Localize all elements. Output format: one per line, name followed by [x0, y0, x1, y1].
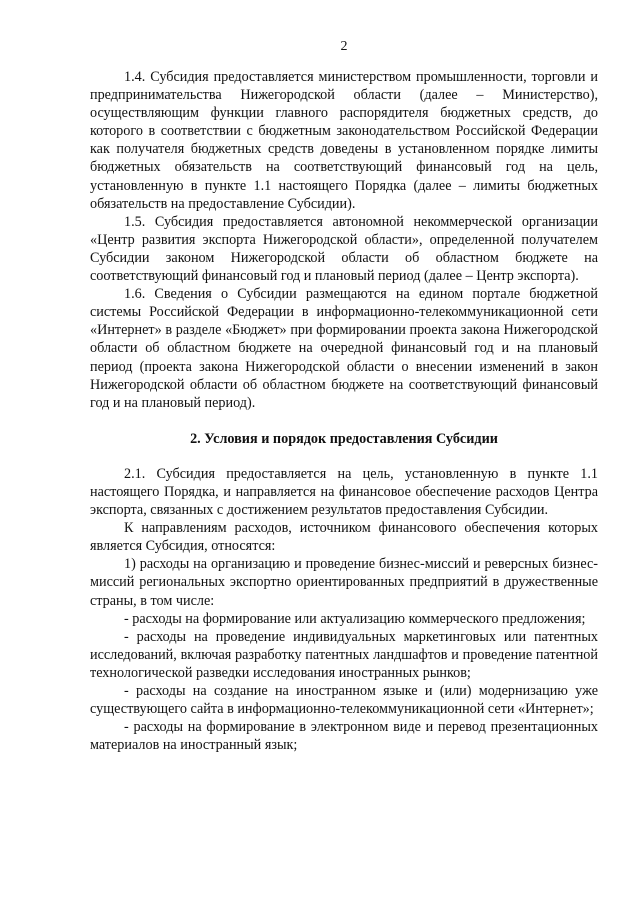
sub-item-website: - расходы на создание на иностранном языке и (или) модернизацию уже существующего сайта в информационно-телекоммуникационной сети «Интернет»;	[90, 683, 598, 718]
paragraph-1-4: 1.4. Субсидия предоставляется министерством промышленности, торговли и предпринимательства Нижегородской области (далее – Министерство), осуществляющим функции главного распорядителя бюджетных средств, до которого в соответствии с бюджетным законодательством Российской Федерации как получателя бюджетных средств доведены в установленном порядке лимиты бюджетных обязательств на соответствующий финансовый год на цель, установленную в пункте 1.1 настоящего Порядка (далее – лимиты бюджетных обязательств на предоставление Субсидии).	[90, 69, 598, 212]
sub-item-marketing-research: - расходы на проведение индивидуальных маркетинговых или патентных исследований, включая разработку патентных ландшафтов и проведение патентной технологической разведки исследования иностранных рынков;	[90, 628, 598, 681]
sub-item-presentation: - расходы на формирование в электронном виде и перевод презентационных материалов на иностранный язык;	[90, 719, 598, 754]
paragraph-expense-directions: К направлениям расходов, источником финансового обеспечения которых является Субсидия, относятся:	[90, 520, 598, 555]
paragraph-1-6: 1.6. Сведения о Субсидии размещаются на едином портале бюджетной системы Российской Федерации в информационно-телекоммуникационной сети «Интернет» в разделе «Бюджет» при формировании проекта закона Нижегородской области об областном бюджете на очередной финансовый год и на плановый период (проекта закона Нижегородской области о внесении изменений в закон Нижегородской области об областном бюджете на соответствующий финансовый год и на плановый период).	[90, 286, 598, 411]
list-item-1: 1) расходы на организацию и проведение бизнес-миссий и реверсных бизнес-миссий региональных экспортно ориентированных предприятий в дружественные страны, в том числе:	[90, 556, 598, 609]
sub-item-commercial-offer: - расходы на формирование или актуализацию коммерческого предложения;	[124, 610, 586, 627]
section-heading: 2. Условия и порядок предоставления Субсидии	[190, 430, 498, 447]
page-number: 2	[340, 39, 348, 54]
paragraph-2-1: 2.1. Субсидия предоставляется на цель, установленную в пункте 1.1 настоящего Порядка, и направляется на финансовое обеспечение расходов Центра экспорта, связанных с достижением результатов предоставления Субсидии.	[90, 465, 598, 519]
paragraph-1-5: 1.5. Субсидия предоставляется автономной некоммерческой организации «Центр развития экспорта Нижегородской области», определенной получателем Субсидии законом Нижегородской области об областном бюджете на соответствующий финансовый год и плановый период (далее – Центр экспорта).	[90, 213, 598, 285]
